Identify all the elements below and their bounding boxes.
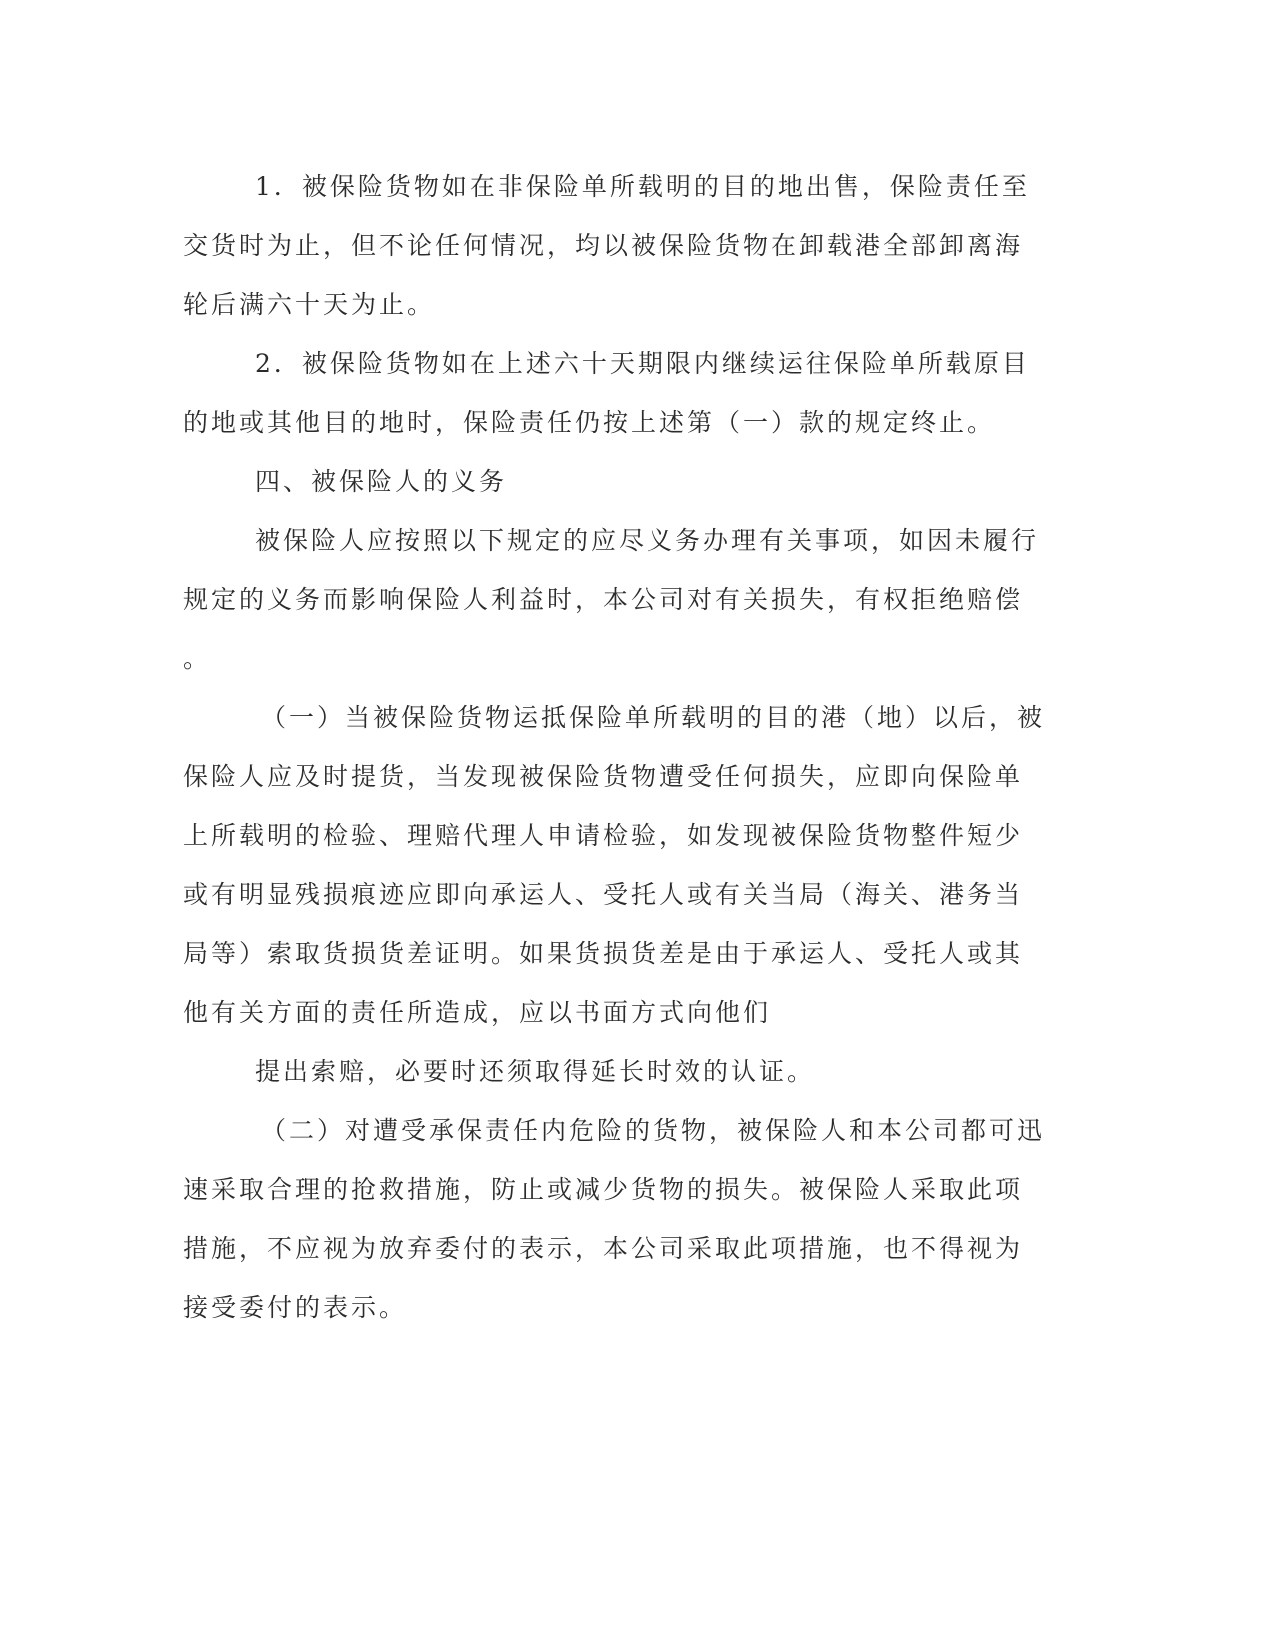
- paragraph-4-line-2: 保险人应及时提货，当发现被保险货物遭受任何损失，应即向保险单: [183, 762, 1024, 791]
- paragraph-6-line-3: 措施，不应视为放弃委付的表示，本公司采取此项措施，也不得视为: [183, 1234, 1024, 1263]
- paragraph-2-line-1: 2．被保险货物如在上述六十天期限内继续运往保险单所载原目: [255, 349, 1030, 378]
- paragraph-3-line-3: 。: [183, 644, 212, 673]
- paragraph-5-line-1: 提出索赔，必要时还须取得延长时效的认证。: [255, 1057, 816, 1086]
- section-heading: 四、被保险人的义务: [255, 467, 508, 496]
- paragraph-4-line-6: 他有关方面的责任所造成，应以书面方式向他们: [183, 998, 772, 1027]
- paragraph-3-line-1: 被保险人应按照以下规定的应尽义务办理有关事项，如因未履行: [255, 526, 1040, 555]
- paragraph-3-line-2: 规定的义务而影响保险人利益时，本公司对有关损失，有权拒绝赔偿: [183, 585, 1024, 614]
- paragraph-4-line-1: （一）当被保险货物运抵保险单所载明的目的港（地）以后，被: [261, 703, 1046, 732]
- paragraph-1-line-3: 轮后满六十天为止。: [183, 290, 436, 319]
- paragraph-6-line-4: 接受委付的表示。: [183, 1293, 408, 1322]
- paragraph-4-line-3: 上所载明的检验、理赔代理人申请检验，如发现被保险货物整件短少: [183, 821, 1024, 850]
- paragraph-4-line-5: 局等）索取货损货差证明。如果货损货差是由于承运人、受托人或其: [183, 939, 1024, 968]
- paragraph-1-line-2: 交货时为止，但不论任何情况，均以被保险货物在卸载港全部卸离海: [183, 231, 1024, 260]
- paragraph-6-line-1: （二）对遭受承保责任内危险的货物，被保险人和本公司都可迅: [261, 1116, 1046, 1145]
- paragraph-2-line-2: 的地或其他目的地时，保险责任仍按上述第（一）款的规定终止。: [183, 408, 996, 437]
- document-body: [183, 157, 1053, 1337]
- paragraph-6-line-2: 速采取合理的抢救措施，防止或减少货物的损失。被保险人采取此项: [183, 1175, 1024, 1204]
- paragraph-4-line-4: 或有明显残损痕迹应即向承运人、受托人或有关当局（海关、港务当: [183, 880, 1024, 909]
- paragraph-1-line-1: 1．被保险货物如在非保险单所载明的目的地出售，保险责任至: [255, 172, 1030, 201]
